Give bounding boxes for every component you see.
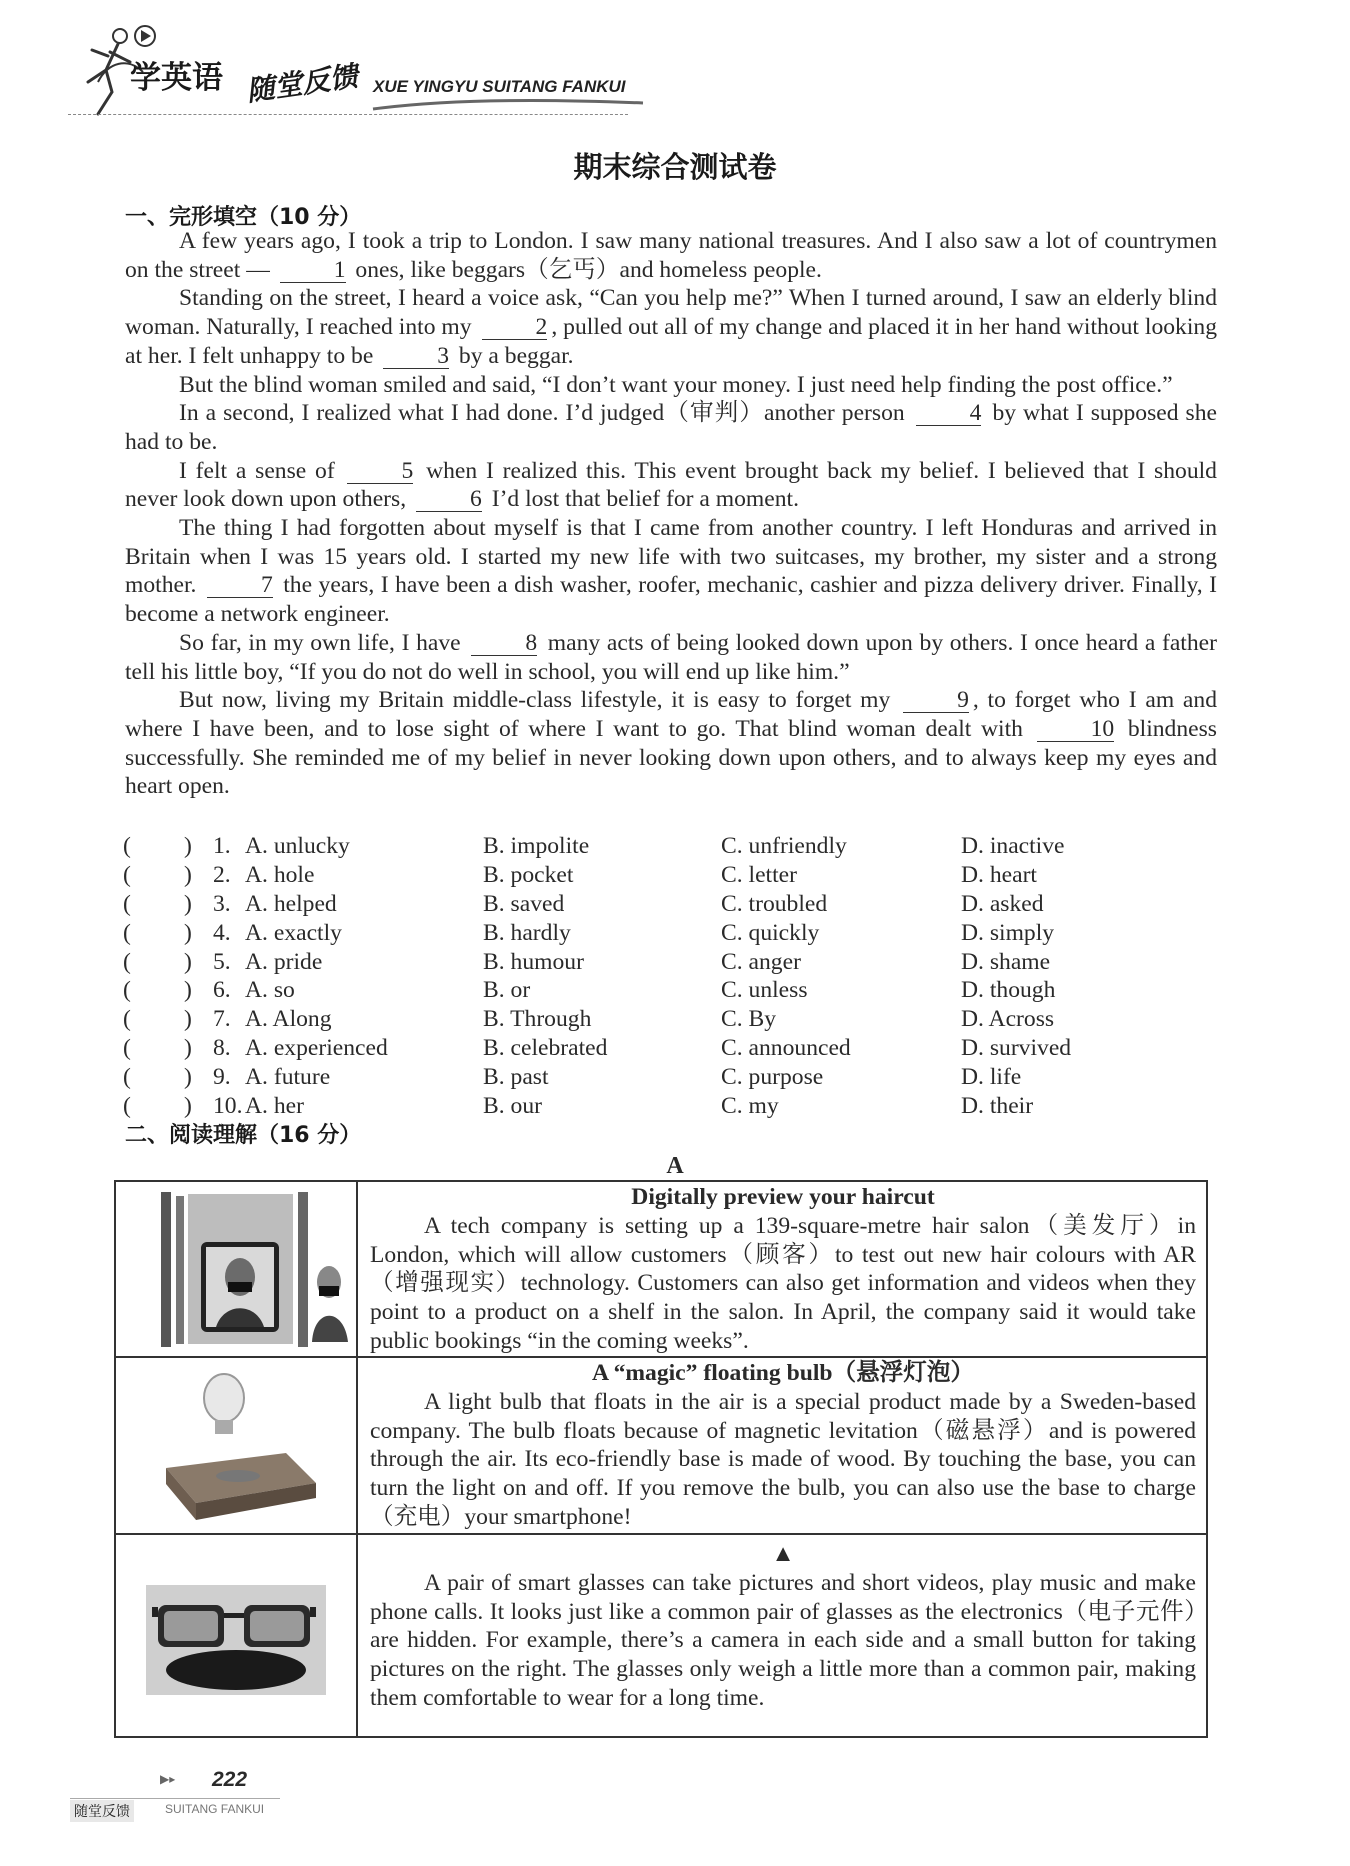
reading-part-label: A — [666, 1153, 684, 1179]
passage-text: by what I supposed she had to be. — [125, 400, 1217, 455]
question-row — [123, 1035, 1223, 1064]
option-b: B. hardly — [483, 919, 571, 946]
answer-bracket[interactable]: ( ) — [123, 1093, 192, 1120]
option-b: B. humour — [483, 948, 584, 975]
header-divider — [68, 114, 628, 115]
blank-number: 4 — [916, 401, 982, 426]
option-b: B. pocket — [483, 861, 574, 888]
swoosh-decoration-icon — [368, 97, 648, 113]
passage-text: many acts of being looked down upon by others. I once heard a father tell his little boy, “If you do not do well in school, you will end up like him.” — [125, 629, 1217, 685]
page-number: 222 — [212, 1768, 248, 1791]
page-header — [68, 22, 668, 112]
question-row — [123, 1006, 1223, 1035]
passage-text: , to forget who I am and where I have been, and to lose sight of where I want to go. That blind woman dealt with — [125, 687, 1217, 742]
option-c: C. unless — [721, 977, 808, 1004]
passage-text: I felt a sense of — [179, 457, 344, 484]
option-d: D. survived — [961, 1035, 1072, 1062]
passage-paragraph — [125, 227, 1217, 284]
option-d: D. though — [961, 977, 1056, 1004]
option-b: B. or — [483, 977, 531, 1004]
option-c: C. unfriendly — [721, 833, 847, 859]
passage-text: A few years ago, I took a trip to London. I saw many national treasures. And I also saw a lot of countrymen on the street — — [125, 228, 1217, 283]
section2-heading: 二、阅读理解（16 分） — [125, 1123, 362, 1148]
option-c: C. troubled — [721, 890, 828, 917]
page-arrow-icon: ▶▸ — [160, 1772, 176, 1786]
blank-number: 3 — [383, 344, 449, 369]
answer-bracket[interactable]: ( ) — [123, 1035, 192, 1062]
blank-number: 10 — [1037, 717, 1115, 742]
question-number: 10. — [213, 1093, 243, 1120]
blank-number: 2 — [482, 315, 548, 340]
option-a: A. experienced — [245, 1035, 388, 1062]
option-c: C. my — [721, 1093, 779, 1120]
option-a: A. helped — [245, 890, 337, 917]
reading-table — [114, 1180, 1208, 1738]
blank-number: 7 — [207, 573, 273, 598]
blank-number: 5 — [347, 459, 413, 484]
passage-text: I’d lost that belief for a moment. — [485, 486, 799, 513]
passage-text: Standing on the street, I heard a voice ask, “Can you help me?” When I turned around, I saw an elderly blind woman. Naturally, I reached into my — [125, 285, 1217, 341]
brand-title: 学英语 — [130, 60, 223, 96]
option-b: B. celebrated — [483, 1035, 608, 1062]
table-row — [116, 1182, 1206, 1358]
question-number: 3. — [213, 890, 231, 917]
blank-number: 8 — [471, 631, 537, 656]
answer-bracket[interactable]: ( ) — [123, 890, 192, 917]
table-row — [116, 1358, 1206, 1535]
option-a: A. Along — [245, 1006, 332, 1033]
answer-bracket[interactable]: ( ) — [123, 948, 192, 975]
passage-text: In a second, I realized what I had done. I’d judged（审判）another person — [179, 400, 912, 427]
question-number: 6. — [213, 977, 231, 1004]
question-number: 7. — [213, 1006, 231, 1033]
answer-bracket[interactable]: ( ) — [123, 861, 192, 888]
passage-paragraph — [125, 457, 1217, 514]
blank-number: 1 — [280, 258, 346, 283]
option-a: A. pride — [245, 948, 323, 975]
option-d: D. their — [961, 1093, 1034, 1120]
passage-text: by a beggar. — [453, 342, 574, 369]
blank-number: 6 — [416, 487, 482, 512]
option-a: A. exactly — [245, 919, 342, 946]
option-b: B. our — [483, 1093, 542, 1120]
option-b: B. past — [483, 1064, 549, 1091]
passage-text: But now, living my Britain middle-class lifestyle, it is easy to forget my — [179, 687, 900, 714]
passage-text: The thing I had forgotten about myself is that I came from another country. I left Honduras and arrived in Britain when I was 15 years old. I started my new life with two suitcases, my brother, my sister and a strong mother. — [125, 515, 1217, 599]
option-b: B. impolite — [483, 833, 590, 859]
question-row — [123, 1064, 1223, 1093]
option-d: D. simply — [961, 919, 1055, 946]
footer-divider — [70, 1798, 280, 1799]
passage-text: blindness successfully. She reminded me of my belief in never looking down upon others, and to always keep my eyes and heart open. — [125, 715, 1217, 800]
option-d: D. inactive — [961, 833, 1065, 859]
option-c: C. letter — [721, 861, 797, 888]
answer-bracket[interactable]: ( ) — [123, 919, 192, 946]
answer-bracket[interactable]: ( ) — [123, 1006, 192, 1033]
passage-text: ones, like beggars（乞丐）and homeless people. — [349, 256, 822, 283]
blank-number: 9 — [903, 688, 969, 713]
floating-bulb-image — [116, 1358, 358, 1533]
answer-bracket[interactable]: ( ) — [123, 977, 192, 1004]
footer-tag: 随堂反馈 — [70, 1800, 134, 1822]
passage-text: But the blind woman smiled and said, “I don’t want your money. I just need help finding the post office.” — [179, 371, 1173, 398]
question-number: 4. — [213, 919, 231, 946]
item-text: A light bulb that floats in the air is a special product made by a Sweden-based company. The bulb floats because of magnetic levitation（磁悬浮）and is powered through the air. Its eco-friendly base is made of wood. By touching the base, you can turn the light on and off. If you remove the bulb, you can also use the base to charge（充电）your smartphone! — [370, 1389, 1196, 1530]
passage-text: when I realized this. This event brought back my belief. I believed that I should never look down upon others, — [125, 457, 1217, 513]
cloze-passage — [125, 227, 1217, 801]
option-b: B. Through — [483, 1006, 592, 1033]
question-row — [123, 833, 1223, 862]
question-number: 5. — [213, 948, 231, 975]
option-d: D. asked — [961, 890, 1044, 917]
question-row — [123, 949, 1223, 978]
option-a: A. her — [245, 1093, 304, 1120]
passage-paragraph — [125, 399, 1217, 456]
item-title: Digitally preview your haircut — [631, 1184, 935, 1210]
table-row — [116, 1535, 1206, 1736]
option-a: A. future — [245, 1064, 331, 1091]
item-text: A tech company is setting up a 139-square-metre hair salon（美发厅）in London, which will allow customers（顾客）to test out new hair colours with AR（增强现实）technology. Customers can also get information and videos when they point to a product on a shelf in the salon. In April, the company said it would take public bookings “in the coming weeks”. — [370, 1213, 1196, 1354]
option-d: D. life — [961, 1064, 1022, 1091]
section1-heading: 一、完形填空（10 分） — [125, 205, 362, 230]
option-c: C. quickly — [721, 919, 820, 946]
answer-bracket[interactable]: ( ) — [123, 833, 192, 859]
page-title: 期末综合测试卷 — [573, 150, 777, 184]
passage-paragraph — [125, 371, 1217, 400]
question-row — [123, 862, 1223, 891]
option-b: B. saved — [483, 890, 565, 917]
question-number: 9. — [213, 1064, 231, 1091]
option-d: D. Across — [961, 1006, 1055, 1033]
question-number: 8. — [213, 1035, 231, 1062]
salon-image — [116, 1182, 358, 1356]
question-number: 1. — [213, 833, 231, 859]
passage-paragraph — [125, 284, 1217, 370]
passage-paragraph — [125, 686, 1217, 801]
question-row — [123, 977, 1223, 1006]
question-options — [123, 833, 1223, 1122]
item-title-placeholder: ▲ — [771, 1541, 795, 1567]
footer-pinyin: SUITANG FANKUI — [165, 1802, 265, 1816]
smart-glasses-image — [116, 1535, 358, 1736]
answer-bracket[interactable]: ( ) — [123, 1064, 192, 1091]
option-a: A. so — [245, 977, 295, 1004]
passage-text: , pulled out all of my change and placed it in her hand without looking at her. I felt unhappy to be — [125, 314, 1218, 369]
item-title: A “magic” floating bulb（悬浮灯泡） — [591, 1360, 975, 1386]
item-text: A pair of smart glasses can take pictures and short videos, play music and make phone calls. It looks just like a common pair of glasses as the electronics（电子元件）are hidden. For example, there’s a camera in each side and a small button for taking pictures on the right. The glasses only weigh a little more than a common pair, making them comfortable to wear for a long time. — [370, 1570, 1196, 1711]
option-a: A. hole — [245, 861, 315, 888]
option-c: C. anger — [721, 948, 801, 975]
passage-paragraph — [125, 629, 1217, 686]
passage-text: the years, I have been a dish washer, roofer, mechanic, cashier and pizza delivery driver. Finally, I become a network engineer. — [125, 572, 1218, 628]
question-number: 2. — [213, 861, 231, 888]
brand-pinyin: XUE YINGYU SUITANG FANKUI — [373, 77, 626, 96]
question-row — [123, 920, 1223, 949]
passage-text: So far, in my own life, I have — [179, 629, 468, 656]
option-c: C. By — [721, 1006, 777, 1033]
option-d: D. heart — [961, 861, 1037, 888]
option-a: A. unlucky — [245, 833, 350, 859]
option-c: C. announced — [721, 1035, 851, 1062]
brand-subtitle: 随堂反馈 — [244, 59, 360, 108]
option-d: D. shame — [961, 948, 1051, 975]
passage-paragraph — [125, 514, 1217, 629]
question-row — [123, 891, 1223, 920]
option-c: C. purpose — [721, 1064, 824, 1091]
